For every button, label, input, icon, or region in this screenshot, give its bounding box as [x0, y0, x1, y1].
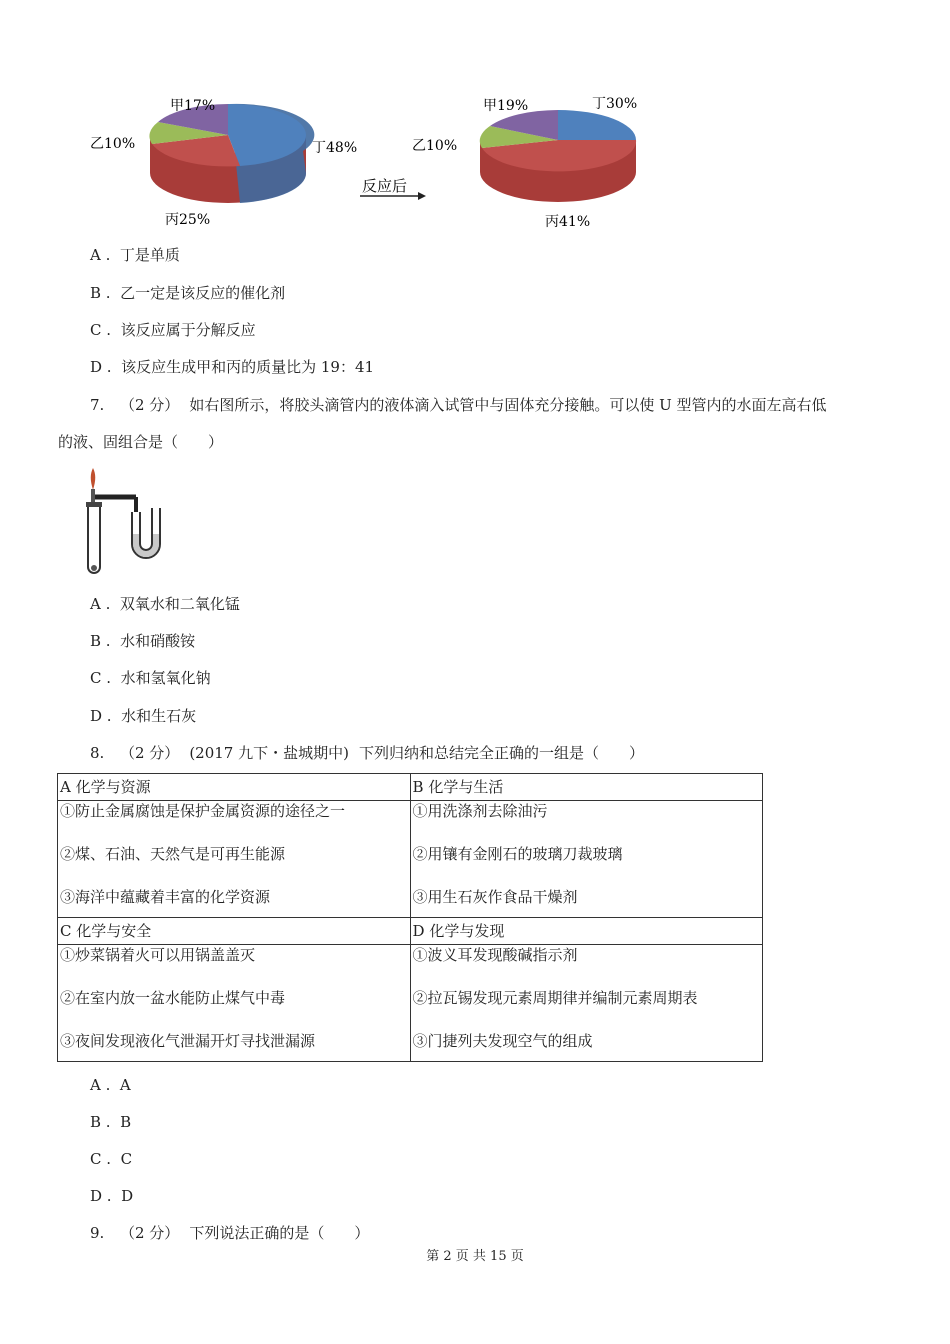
reaction-arrow	[360, 177, 426, 200]
table-cell-b: ①用洗涤剂去除油污 ②用镶有金刚石的玻璃刀裁玻璃 ③用生石灰作食品干燥剂	[410, 801, 762, 918]
q9-stem: 9. （2 分） 下列说法正确的是（ ）	[90, 1224, 370, 1242]
q7-option-d[interactable]: D . 水和生石灰	[90, 707, 197, 725]
q7-stem: 7. （2 分） 如右图所示，将胶头滴管内的液体滴入试管中与固体充分接触。可以使 U 型管内的水面左高右低	[90, 396, 827, 414]
pie-after	[412, 96, 637, 230]
table-head-a: A 化学与资源	[58, 774, 411, 801]
apparatus-figure	[78, 462, 188, 582]
label-after-ding: 丁30%	[592, 96, 638, 112]
label-before-yi: 乙10%	[90, 136, 136, 152]
label-before-jia: 甲17%	[170, 98, 216, 114]
summary-table	[57, 773, 763, 1062]
pie-before	[90, 98, 357, 228]
label-after-bing: 丙41%	[545, 214, 591, 230]
table-head-c: C 化学与安全	[58, 918, 411, 945]
table-cell-c: ①炒菜锅着火可以用锅盖盖灭 ②在室内放一盆水能防止煤气中毒 ③夜间发现液化气泄漏开灯寻找泄漏源	[58, 945, 411, 1062]
label-before-ding: 丁48%	[312, 140, 358, 156]
label-before-bing: 丙25%	[165, 212, 211, 228]
table-head-d: D 化学与发现	[410, 918, 762, 945]
q8-option-d[interactable]: D . D	[90, 1187, 134, 1205]
q8-option-b[interactable]: B . B	[90, 1113, 132, 1131]
q6-option-a[interactable]: A . 丁是单质	[90, 246, 180, 264]
q7-option-a[interactable]: A . 双氧水和二氧化锰	[90, 595, 240, 613]
q8-option-a[interactable]: A . A	[90, 1076, 131, 1094]
pie-chart-figure	[80, 88, 680, 238]
page-footer: 第 2 页 共 15 页	[426, 1249, 524, 1264]
table-cell-d: ①波义耳发现酸碱指示剂 ②拉瓦锡发现元素周期律并编制元素周期表 ③门捷列夫发现空气的组成	[410, 945, 762, 1062]
label-after-yi: 乙10%	[412, 138, 458, 154]
q6-option-b[interactable]: B . 乙一定是该反应的催化剂	[90, 284, 286, 302]
q6-option-d[interactable]: D . 该反应生成甲和丙的质量比为 19：41	[90, 358, 375, 376]
q7-option-c[interactable]: C . 水和氢氧化钠	[90, 669, 211, 687]
label-after-jia: 甲19%	[483, 98, 529, 114]
q8-stem: 8. （2 分） (2017 九下・盐城期中) 下列归纳和总结完全正确的一组是（ ）	[90, 744, 644, 762]
q7-option-b[interactable]: B . 水和硝酸铵	[90, 632, 196, 650]
q7-stem-cont: 的液、固组合是（ ）	[58, 433, 224, 451]
pie-after-ding	[558, 110, 636, 140]
q6-option-c[interactable]: C . 该反应属于分解反应	[90, 321, 256, 339]
table-head-b: B 化学与生活	[410, 774, 762, 801]
arrow-label: 反应后	[362, 177, 408, 195]
q8-option-c[interactable]: C . C	[90, 1150, 133, 1168]
table-cell-a: ①防止金属腐蚀是保护金属资源的途径之一 ②煤、石油、天然气是可再生能源 ③海洋中蕴藏着丰富的化学资源	[58, 801, 411, 918]
